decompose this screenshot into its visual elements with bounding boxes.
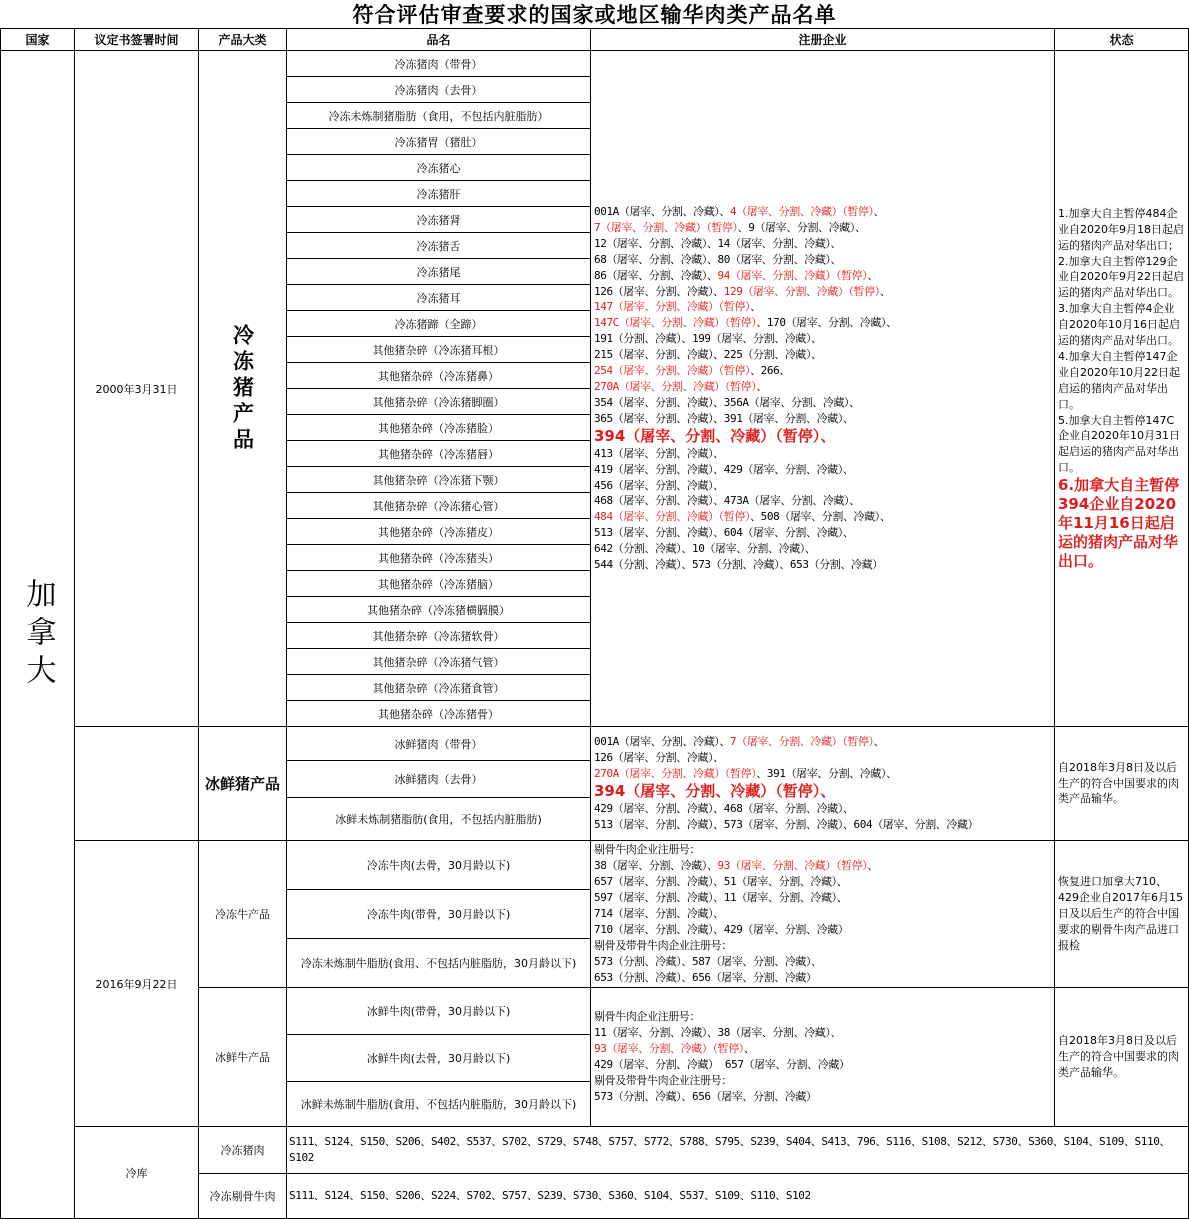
enterprise-suspended: 93（屠宰、分割、冷藏）（暂停） <box>594 1042 744 1056</box>
product-name: 冷冻猪蹄（全蹄） <box>287 311 591 337</box>
product-name: 冷冻猪肉（带骨） <box>287 51 591 77</box>
enterprise-suspended: 270A（屠宰、分割、冷藏）（暂停） <box>594 767 757 781</box>
enterprise-line <box>594 1009 1051 1025</box>
enterprise-entry: 、 <box>873 735 885 749</box>
product-name: 冷冻猪肾 <box>287 207 591 233</box>
product-name: 其他猪杂碎（冷冻猪食管） <box>287 675 591 701</box>
enterprise-suspended: 394（屠宰、分割、冷藏）（暂停） <box>594 781 821 800</box>
product-name: 其他猪杂碎（冷冻猪骨） <box>287 701 591 727</box>
enterprise-entry: 12（屠宰、分割、冷藏）、14（屠宰、分割、冷藏）、 <box>594 236 842 250</box>
enterprise-line <box>594 268 1051 284</box>
enterprise-suspended: 129（屠宰、分割、冷藏）（暂停） <box>723 284 880 298</box>
cold-frozen-pork-codes: S111、S124、S150、S206、S402、S537、S702、S729、S748、S757、S772、S788、S795、S239、S404、S413、796、S116、S108、S212、S730、S360、S104、S109、S110、S102 <box>287 1127 1189 1174</box>
enterprise-entry: 653（分割、冷藏）、656（屠宰、分割、冷藏） <box>594 970 817 984</box>
enterprise-line <box>594 478 1051 494</box>
enterprise-line <box>594 525 1051 541</box>
enterprise-line <box>594 252 1051 268</box>
enterprise-entry: 597（屠宰、分割、冷藏）、11（屠宰、分割、冷藏）、 <box>594 891 848 905</box>
enterprise-entry: 413（屠宰、分割、冷藏）、 <box>594 446 724 460</box>
enterprise-suspended: 4（屠宰、分割、冷藏）（暂停） <box>730 205 874 219</box>
product-name: 冷冻猪舌 <box>287 233 591 259</box>
table-row <box>1 1127 1189 1174</box>
status-note: 自2018年3月8日及以后生产的符合中国要求的肉类产品输华。 <box>1055 727 1189 841</box>
enterprise-line <box>594 493 1051 509</box>
product-name: 其他猪杂碎（冷冻猪横膈膜） <box>287 597 591 623</box>
header-row <box>1 29 1189 51</box>
enterprise-line <box>594 363 1051 379</box>
enterprise-entry: 544（分割、冷藏）、573（分割、冷藏）、653（分割、冷藏） <box>594 558 883 572</box>
enterprise-list <box>591 988 1055 1127</box>
product-name: 其他猪杂碎（冷冻猪软骨） <box>287 623 591 649</box>
enterprise-suspended: 147C（屠宰、分割、冷藏）（暂停） <box>594 316 757 330</box>
enterprise-entry: 、 <box>750 300 761 314</box>
protocol-date-empty <box>75 727 199 841</box>
status-note <box>1055 51 1189 727</box>
enterprise-line <box>594 411 1051 427</box>
enterprise-entry: 419（屠宰、分割、冷藏）、429（屠宰、分割、冷藏）、 <box>594 462 854 476</box>
enterprise-line <box>594 938 1051 954</box>
table-row <box>1 727 1189 761</box>
enterprise-entry: 11（屠宰、分割、冷藏）、38（屠宰、分割、冷藏）、 <box>594 1026 842 1040</box>
enterprise-suspended: 147（屠宰、分割、冷藏）（暂停） <box>594 300 751 314</box>
enterprise-suspended: 7（屠宰、分割、冷藏）（暂停） <box>730 735 874 749</box>
cold-storage-label: 冷库 <box>75 1127 199 1219</box>
enterprise-entry: 126（屠宰、分割、冷藏）、 <box>594 751 724 765</box>
product-name: 冷冻猪肝 <box>287 181 591 207</box>
category-frozen-beef: 冷冻牛产品 <box>199 841 287 988</box>
enterprise-entry: 、 <box>756 380 767 393</box>
header-category: 产品大类 <box>199 29 287 51</box>
enterprise-entry: 、508（屠宰、分割、冷藏）、 <box>750 510 891 524</box>
enterprise-entry: 191（分割、冷藏）、199（屠宰、分割、冷藏）、 <box>594 332 822 346</box>
protocol-date: 2016年9月22日 <box>75 841 199 1127</box>
enterprise-entry: 、 <box>743 1042 755 1056</box>
enterprise-line <box>594 204 1051 220</box>
product-name: 冷冻猪尾 <box>287 259 591 285</box>
status-note: 恢复进口加拿大710、429企业自2017年6月15日及以后生产的符合中国要求的剔骨牛肉产品进口报检 <box>1055 841 1189 988</box>
enterprise-entry: 365（屠宰、分割、冷藏）、391（屠宰、分割、冷藏）、 <box>594 411 854 425</box>
enterprise-line <box>594 509 1051 525</box>
enterprise-list <box>591 727 1055 841</box>
enterprise-entry: 、 <box>867 268 879 282</box>
enterprise-suspended: 484（屠宰、分割、冷藏）（暂停） <box>594 510 751 524</box>
enterprise-line <box>594 734 1051 750</box>
header-country: 国家 <box>1 29 75 51</box>
category-chilled-pork: 冰鲜猪产品 <box>199 727 287 841</box>
enterprise-line <box>594 541 1051 557</box>
category-frozen-pork: 冷冻猪产品 <box>199 51 287 727</box>
enterprise-entry: 、 <box>873 205 885 219</box>
enterprise-suspended: 7（屠宰、分割、冷藏）（暂停） <box>594 220 738 234</box>
enterprise-entry: 68（屠宰、分割、冷藏）、80（屠宰、分割、冷藏）、 <box>594 252 842 266</box>
enterprise-suspended: 394（屠宰、分割、冷藏）（暂停） <box>594 426 821 445</box>
enterprise-suspended: 94（屠宰、分割、冷藏）（暂停） <box>717 268 868 282</box>
enterprise-entry: 、391（屠宰、分割、冷藏）、 <box>756 767 897 781</box>
product-name: 冰鲜未炼制猪脂肪(食用，不包括内脏脂肪) <box>287 798 591 841</box>
enterprise-line <box>594 236 1051 252</box>
product-name: 冰鲜未炼制牛脂肪(食用、不包括内脏脂肪，30月龄以下) <box>287 1082 591 1127</box>
enterprise-line <box>594 842 1051 858</box>
product-name: 冰鲜牛肉(去骨，30月龄以下) <box>287 1035 591 1082</box>
enterprise-entry: 642（分割、冷藏）、10（屠宰、分割、冷藏）、 <box>594 542 816 556</box>
enterprise-line <box>594 890 1051 906</box>
status-item-highlight: 6.加拿大自主暂停394企业自2020年11月16日起启运的猪肉产品对华出口。 <box>1058 476 1180 571</box>
product-name: 其他猪杂碎（冷冻猪下颚） <box>287 467 591 493</box>
enterprise-suspended: 、 <box>820 426 836 445</box>
status-note: 自2018年3月8日及以后生产的符合中国要求的肉类产品输华。 <box>1055 988 1189 1127</box>
product-name: 冷冻猪肉（去骨） <box>287 77 591 103</box>
status-item: 4.加拿大自主暂停147企业自2020年10月22日起启运的猪肉产品对华出口。 <box>1058 349 1180 411</box>
status-item: 5.加拿大自主暂停147C企业自2020年10月31日起启运的猪肉产品对华出口。 <box>1058 413 1180 475</box>
product-name: 冰鲜猪肉（带骨） <box>287 727 591 761</box>
enterprise-entry: 38（屠宰、分割、冷藏）、 <box>594 859 718 873</box>
cold-frozen-beef-codes: S111、S124、S150、S206、S224、S702、S757、S239、S730、S360、S104、S537、S109、S110、S102 <box>287 1174 1189 1219</box>
product-name: 其他猪杂碎（冷冻猪气管） <box>287 649 591 675</box>
product-name: 其他猪杂碎（冷冻猪心管） <box>287 493 591 519</box>
enterprise-line <box>594 379 1051 395</box>
product-name: 冷冻猪耳 <box>287 285 591 311</box>
enterprise-entry: 513（屠宰、分割、冷藏）、604（屠宰、分割、冷藏）、 <box>594 526 854 540</box>
enterprise-line <box>594 1073 1051 1089</box>
enterprise-line <box>594 906 1051 922</box>
enterprise-line <box>594 817 1051 833</box>
enterprise-line <box>594 801 1051 817</box>
header-enterprise: 注册企业 <box>591 29 1055 51</box>
enterprise-entry: 、170（屠宰、分割、冷藏）、 <box>756 316 897 330</box>
table-row <box>1 51 1189 77</box>
enterprise-line <box>594 446 1051 462</box>
enterprise-suspended: 254（屠宰、分割、冷藏）（暂停） <box>594 364 751 378</box>
enterprise-line <box>594 395 1051 411</box>
enterprise-entry: 468（屠宰、分割、冷藏）、473A（屠宰、分割、冷藏）、 <box>594 494 860 508</box>
enterprise-line <box>594 557 1051 573</box>
enterprise-line <box>594 782 1051 801</box>
product-name: 其他猪杂碎（冷冻猪耳根） <box>287 337 591 363</box>
enterprise-entry: 513（屠宰、分割、冷藏）、573（屠宰、分割、冷藏）、604（屠宰、分割、冷藏） <box>594 817 979 831</box>
product-name: 冰鲜猪肉（去骨） <box>287 761 591 798</box>
status-item: 3.加拿大自主暂停4企业自2020年10月16日起启运的猪肉产品对华出口。 <box>1058 302 1180 348</box>
header-product: 品名 <box>287 29 591 51</box>
product-name: 冷冻牛肉(去骨，30月龄以下) <box>287 841 591 890</box>
enterprise-entry: 001A（屠宰、分割、冷藏）、 <box>594 735 730 749</box>
product-name: 其他猪杂碎（冷冻猪唇） <box>287 441 591 467</box>
enterprise-entry: 456（屠宰、分割、冷藏）、 <box>594 478 724 492</box>
enterprise-line <box>594 858 1051 874</box>
enterprise-line <box>594 954 1051 970</box>
enterprise-line <box>594 750 1051 766</box>
product-name: 其他猪杂碎（冷冻猪脸） <box>287 415 591 441</box>
enterprise-suspended: 270A（屠宰、分割、冷藏）（暂停） <box>594 380 757 393</box>
enterprise-line <box>594 315 1051 331</box>
cold-frozen-beef-label: 冷冻剔骨牛肉 <box>199 1174 287 1219</box>
enterprise-entry: 714（屠宰、分割、冷藏）、 <box>594 907 724 921</box>
enterprise-entry: 剔骨牛肉企业注册号： <box>594 843 700 857</box>
table-row <box>1 841 1189 890</box>
enterprise-line <box>594 766 1051 782</box>
product-name: 其他猪杂碎（冷冻猪皮） <box>287 519 591 545</box>
page-title: 符合评估审查要求的国家或地区输华肉类产品名单 <box>352 3 837 27</box>
enterprise-line <box>594 284 1051 300</box>
category-chilled-beef: 冰鲜牛产品 <box>199 988 287 1127</box>
enterprise-suspended: 、 <box>820 781 836 800</box>
enterprise-line <box>594 347 1051 363</box>
enterprise-entry: 剔骨及带骨牛肉企业注册号： <box>594 938 732 952</box>
table-body <box>1 51 1189 1219</box>
enterprise-line <box>594 462 1051 478</box>
header-date: 议定书签署时间 <box>75 29 199 51</box>
enterprise-entry: 、 <box>879 284 891 298</box>
product-name: 其他猪杂碎（冷冻猪脚圈） <box>287 389 591 415</box>
country-cell: 加拿大 <box>1 51 75 1219</box>
enterprise-entry: 573（分割、冷藏）、587（屠宰、分割、冷藏）、 <box>594 954 822 968</box>
product-name: 冷冻未炼制猪脂肪（食用，不包括内脏脂肪） <box>287 103 591 129</box>
enterprise-line <box>594 1025 1051 1041</box>
enterprise-entry: 429（屠宰、分割、冷藏） 657（屠宰、分割、冷藏） <box>594 1058 850 1071</box>
enterprise-suspended: 93（屠宰、分割、冷藏）（暂停） <box>717 859 868 873</box>
enterprise-entry: 、266、 <box>750 364 790 378</box>
product-name: 冷冻猪心 <box>287 155 591 181</box>
product-name: 其他猪杂碎（冷冻猪脑） <box>287 571 591 597</box>
enterprise-line <box>594 874 1051 890</box>
enterprise-line <box>594 970 1051 986</box>
product-name: 冰鲜牛肉(带骨，30月龄以下) <box>287 988 591 1035</box>
enterprise-line <box>594 1089 1051 1105</box>
meat-product-table <box>0 28 1189 1219</box>
product-name: 其他猪杂碎（冷冻猪头） <box>287 545 591 571</box>
status-item: 1.加拿大自主暂停484企业自2020年9月18日起启运的猪肉产品对华出口； <box>1058 206 1184 252</box>
product-name: 冷冻未炼制牛脂肪(食用、不包括内脏脂肪，30月龄以下) <box>287 939 591 988</box>
product-name: 冷冻牛肉(带骨，30月龄以下) <box>287 890 591 939</box>
enterprise-entry: 126（屠宰、分割、冷藏）、 <box>594 284 724 298</box>
enterprise-entry: 86（屠宰、分割、冷藏）、 <box>594 268 718 282</box>
product-name: 其他猪杂碎（冷冻猪鼻） <box>287 363 591 389</box>
enterprise-line <box>594 427 1051 446</box>
enterprise-entry: 573（分割、冷藏）、656（屠宰、分割、冷藏） <box>594 1089 817 1103</box>
enterprise-line <box>594 331 1051 347</box>
enterprise-line <box>594 922 1051 938</box>
enterprise-entry: 710（屠宰、分割、冷藏）、429（屠宰、分割、冷藏） <box>594 922 849 936</box>
enterprise-entry: 429（屠宰、分割、冷藏）、468（屠宰、分割、冷藏）、 <box>594 801 854 815</box>
enterprise-list <box>591 841 1055 988</box>
enterprise-entry: 354（屠宰、分割、冷藏）、356A（屠宰、分割、冷藏）、 <box>594 395 860 409</box>
enterprise-entry: 、 <box>867 859 879 873</box>
product-name: 冷冻猪胃（猪肚） <box>287 129 591 155</box>
enterprise-entry: 、9（屠宰、分割、冷藏）、 <box>737 220 866 234</box>
enterprise-line <box>594 1057 1051 1073</box>
enterprise-entry: 001A（屠宰、分割、冷藏）、 <box>594 205 730 219</box>
enterprise-line <box>594 299 1051 315</box>
enterprise-entry: 215（屠宰、分割、冷藏）、225（分割、冷藏）、 <box>594 348 822 362</box>
protocol-date: 2000年3月31日 <box>75 51 199 727</box>
cold-frozen-pork-label: 冷冻猪肉 <box>199 1127 287 1174</box>
enterprise-list <box>591 51 1055 727</box>
status-item: 2.加拿大自主暂停129企业自2020年9月22日起启运的猪肉产品对华出口。 <box>1058 254 1184 300</box>
header-status: 状态 <box>1055 29 1189 51</box>
enterprise-entry: 剔骨牛肉企业注册号： <box>594 1010 700 1024</box>
enterprise-entry: 657（屠宰、分割、冷藏）、51（屠宰、分割、冷藏）、 <box>594 875 848 889</box>
enterprise-entry: 剔骨及带骨牛肉企业注册号： <box>594 1073 732 1087</box>
enterprise-line <box>594 1041 1051 1057</box>
enterprise-line <box>594 220 1051 236</box>
